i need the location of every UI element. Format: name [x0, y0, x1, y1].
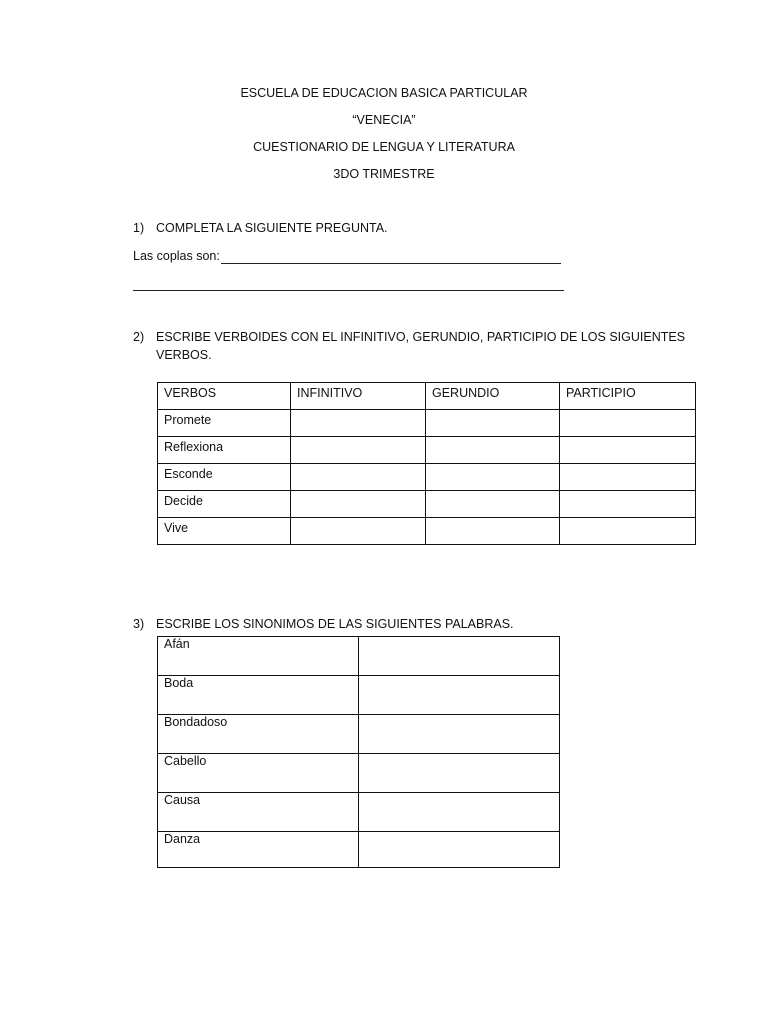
column-header: GERUNDIO: [426, 383, 560, 410]
infinitive-answer-cell[interactable]: [291, 410, 426, 437]
answer-line-1: [221, 263, 561, 264]
verb-cell: Vive: [158, 518, 291, 545]
gerund-answer-cell[interactable]: [426, 437, 560, 464]
table-row: [158, 793, 560, 832]
word-cell: Afán: [158, 637, 359, 676]
infinitive-answer-cell[interactable]: [291, 464, 426, 491]
table-row: [158, 410, 696, 437]
word-cell: Boda: [158, 676, 359, 715]
table-row: [158, 518, 696, 545]
participle-answer-cell[interactable]: [560, 437, 696, 464]
participle-answer-cell[interactable]: [560, 410, 696, 437]
q2-number: 2): [133, 330, 145, 344]
gerund-answer-cell[interactable]: [426, 491, 560, 518]
synonym-answer-cell[interactable]: [359, 637, 560, 676]
q1-prompt: Las coplas son:: [133, 249, 220, 263]
word-cell: Cabello: [158, 754, 359, 793]
infinitive-answer-cell[interactable]: [291, 437, 426, 464]
gerund-answer-cell[interactable]: [426, 410, 560, 437]
participle-answer-cell[interactable]: [560, 464, 696, 491]
q1-number: 1): [133, 221, 145, 235]
word-cell: Danza: [158, 832, 359, 868]
q3-text: ESCRIBE LOS SINONIMOS DE LAS SIGUIENTES PALABRAS.: [156, 617, 514, 631]
school-name: ESCUELA DE EDUCACION BASICA PARTICULAR: [240, 86, 528, 100]
q2-text-line2: VERBOS.: [156, 348, 212, 362]
column-header: PARTICIPIO: [560, 383, 696, 410]
table-row: [158, 676, 560, 715]
table-row: [158, 437, 696, 464]
term-label: 3DO TRIMESTRE: [333, 167, 435, 181]
document-title: CUESTIONARIO DE LENGUA Y LITERATURA: [253, 140, 515, 154]
column-header: INFINITIVO: [291, 383, 426, 410]
verb-cell: Promete: [158, 410, 291, 437]
school-quote-name: “VENECIA”: [352, 113, 416, 127]
verb-cell: Reflexiona: [158, 437, 291, 464]
synonym-answer-cell[interactable]: [359, 832, 560, 868]
table-row: [158, 715, 560, 754]
q2-text-line1: ESCRIBE VERBOIDES CON EL INFINITIVO, GERUNDIO, PARTICIPIO DE LOS SIGUIENTES: [156, 330, 686, 344]
table-row: [158, 832, 560, 868]
q3-number: 3): [133, 617, 145, 631]
infinitive-answer-cell[interactable]: [291, 518, 426, 545]
table-header-row: [158, 383, 696, 410]
participle-answer-cell[interactable]: [560, 518, 696, 545]
synonym-answer-cell[interactable]: [359, 715, 560, 754]
synonym-answer-cell[interactable]: [359, 676, 560, 715]
verb-cell: Decide: [158, 491, 291, 518]
q1-text: COMPLETA LA SIGUIENTE PREGUNTA.: [156, 221, 388, 235]
synonym-answer-cell[interactable]: [359, 754, 560, 793]
table-row: [158, 637, 560, 676]
answer-line-2: [133, 290, 564, 291]
verb-cell: Esconde: [158, 464, 291, 491]
table-row: [158, 464, 696, 491]
infinitive-answer-cell[interactable]: [291, 491, 426, 518]
synonyms-table: [157, 636, 560, 868]
word-cell: Bondadoso: [158, 715, 359, 754]
word-cell: Causa: [158, 793, 359, 832]
verbs-table: [157, 382, 696, 545]
gerund-answer-cell[interactable]: [426, 464, 560, 491]
table-row: [158, 754, 560, 793]
gerund-answer-cell[interactable]: [426, 518, 560, 545]
synonym-answer-cell[interactable]: [359, 793, 560, 832]
participle-answer-cell[interactable]: [560, 491, 696, 518]
column-header: VERBOS: [158, 383, 291, 410]
table-row: [158, 491, 696, 518]
